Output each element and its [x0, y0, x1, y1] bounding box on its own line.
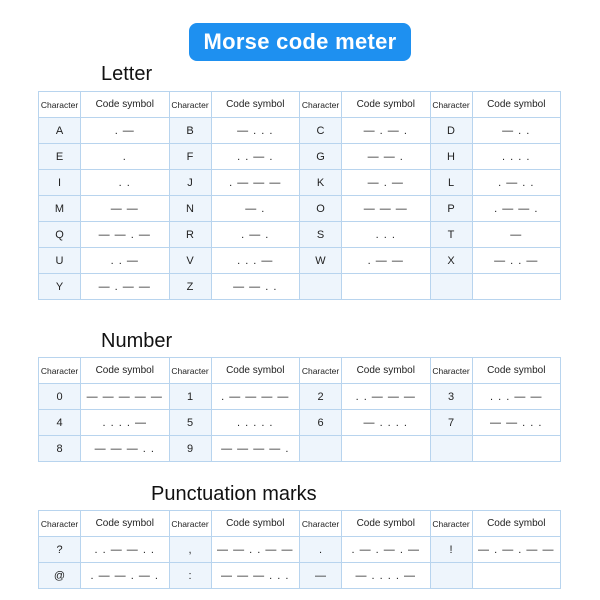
character-cell: I: [39, 170, 81, 196]
code-symbol-column-header: Code symbol: [472, 358, 561, 384]
character-cell: A: [39, 118, 81, 144]
character-cell: .: [300, 537, 342, 563]
character-cell: ,: [169, 537, 211, 563]
character-cell: Q: [39, 222, 81, 248]
character-cell: Y: [39, 274, 81, 300]
character-cell: B: [169, 118, 211, 144]
character-column-header: Character: [430, 358, 472, 384]
code-symbol-cell: . . — — . .: [81, 537, 170, 563]
code-symbol-cell: — — — — .: [211, 436, 300, 462]
character-cell: F: [169, 144, 211, 170]
character-cell: 0: [39, 384, 81, 410]
code-symbol-cell: . .: [81, 170, 170, 196]
code-symbol-cell: . . — .: [211, 144, 300, 170]
table-row: [39, 274, 561, 300]
character-cell: J: [169, 170, 211, 196]
code-symbol-column-header: Code symbol: [342, 511, 431, 537]
code-symbol-column-header: Code symbol: [472, 92, 561, 118]
table-row: [39, 144, 561, 170]
character-cell: W: [300, 248, 342, 274]
character-cell: U: [39, 248, 81, 274]
table-row: [39, 563, 561, 589]
code-symbol-cell: [472, 274, 561, 300]
code-symbol-cell: — — .: [342, 144, 431, 170]
code-symbol-cell: . — — .: [472, 196, 561, 222]
character-cell: X: [430, 248, 472, 274]
code-symbol-column-header: Code symbol: [342, 92, 431, 118]
character-cell: D: [430, 118, 472, 144]
table-row: [39, 436, 561, 462]
character-cell: P: [430, 196, 472, 222]
code-symbol-column-header: Code symbol: [81, 92, 170, 118]
code-symbol-cell: — — . . — —: [211, 537, 300, 563]
character-cell: V: [169, 248, 211, 274]
letter-table: [38, 91, 561, 300]
table-row: [39, 537, 561, 563]
code-symbol-cell: — —: [81, 196, 170, 222]
character-cell: !: [430, 537, 472, 563]
table-row: [39, 222, 561, 248]
character-column-header: Character: [169, 92, 211, 118]
code-symbol-cell: — — — . . .: [211, 563, 300, 589]
code-symbol-column-header: Code symbol: [81, 358, 170, 384]
number-table: [38, 357, 561, 462]
character-cell: :: [169, 563, 211, 589]
code-symbol-cell: — — . .: [211, 274, 300, 300]
code-symbol-cell: — . — —: [81, 274, 170, 300]
character-cell: [300, 274, 342, 300]
code-symbol-cell: . . —: [81, 248, 170, 274]
code-symbol-cell: — — . . .: [472, 410, 561, 436]
code-symbol-cell: — . . . . —: [342, 563, 431, 589]
character-cell: [430, 563, 472, 589]
character-cell: [430, 436, 472, 462]
table-row: [39, 118, 561, 144]
character-cell: N: [169, 196, 211, 222]
code-symbol-cell: . . . .: [472, 144, 561, 170]
character-cell: 8: [39, 436, 81, 462]
code-symbol-cell: . — — — —: [211, 384, 300, 410]
table-row: [39, 196, 561, 222]
number-section-heading: Number: [101, 330, 173, 352]
character-cell: ?: [39, 537, 81, 563]
code-symbol-cell: . — — —: [211, 170, 300, 196]
character-cell: O: [300, 196, 342, 222]
code-symbol-cell: [342, 274, 431, 300]
code-symbol-cell: [472, 436, 561, 462]
code-symbol-cell: — — — . .: [81, 436, 170, 462]
code-symbol-cell: . . . . —: [81, 410, 170, 436]
character-cell: M: [39, 196, 81, 222]
code-symbol-cell: — . . . .: [342, 410, 431, 436]
character-cell: 1: [169, 384, 211, 410]
code-symbol-cell: . . — — —: [342, 384, 431, 410]
code-symbol-cell: [342, 436, 431, 462]
character-cell: 2: [300, 384, 342, 410]
character-cell: Z: [169, 274, 211, 300]
code-symbol-cell: . — — . — .: [81, 563, 170, 589]
code-symbol-column-header: Code symbol: [211, 92, 300, 118]
code-symbol-cell: — . . .: [211, 118, 300, 144]
code-symbol-cell: . — . .: [472, 170, 561, 196]
character-cell: 9: [169, 436, 211, 462]
code-symbol-cell: — . — .: [342, 118, 431, 144]
page-title: Morse code meter: [189, 23, 411, 61]
code-symbol-column-header: Code symbol: [211, 511, 300, 537]
code-symbol-cell: . . .: [342, 222, 431, 248]
character-column-header: Character: [300, 358, 342, 384]
code-symbol-cell: . — .: [211, 222, 300, 248]
punctuation-section-heading: Punctuation marks: [151, 483, 317, 505]
code-symbol-cell: . —: [81, 118, 170, 144]
code-symbol-cell: [472, 563, 561, 589]
code-symbol-cell: — . —: [342, 170, 431, 196]
code-symbol-cell: — — —: [342, 196, 431, 222]
character-column-header: Character: [39, 511, 81, 537]
character-column-header: Character: [300, 92, 342, 118]
character-cell: G: [300, 144, 342, 170]
character-cell: L: [430, 170, 472, 196]
code-symbol-cell: — .: [211, 196, 300, 222]
code-symbol-cell: . . . . .: [211, 410, 300, 436]
character-cell: H: [430, 144, 472, 170]
code-symbol-cell: — — — — —: [81, 384, 170, 410]
character-cell: [430, 274, 472, 300]
code-symbol-cell: . . . —: [211, 248, 300, 274]
code-symbol-cell: —: [472, 222, 561, 248]
table-row: [39, 384, 561, 410]
character-cell: [300, 436, 342, 462]
code-symbol-column-header: Code symbol: [211, 358, 300, 384]
table-row: [39, 410, 561, 436]
code-symbol-cell: . — . — . —: [342, 537, 431, 563]
character-cell: 5: [169, 410, 211, 436]
code-symbol-cell: . . . — —: [472, 384, 561, 410]
character-cell: R: [169, 222, 211, 248]
character-column-header: Character: [39, 358, 81, 384]
code-symbol-cell: — . .: [472, 118, 561, 144]
code-symbol-column-header: Code symbol: [472, 511, 561, 537]
character-cell: —: [300, 563, 342, 589]
character-cell: S: [300, 222, 342, 248]
character-column-header: Character: [169, 358, 211, 384]
character-column-header: Character: [430, 92, 472, 118]
code-symbol-cell: — . . —: [472, 248, 561, 274]
code-symbol-cell: — . — . — —: [472, 537, 561, 563]
code-symbol-cell: — — . —: [81, 222, 170, 248]
code-symbol-column-header: Code symbol: [342, 358, 431, 384]
character-column-header: Character: [39, 92, 81, 118]
letter-section-heading: Letter: [101, 63, 153, 85]
punctuation-table: [38, 510, 561, 589]
table-row: [39, 248, 561, 274]
character-cell: @: [39, 563, 81, 589]
code-symbol-cell: . — —: [342, 248, 431, 274]
character-cell: K: [300, 170, 342, 196]
code-symbol-column-header: Code symbol: [81, 511, 170, 537]
character-column-header: Character: [169, 511, 211, 537]
character-cell: C: [300, 118, 342, 144]
character-cell: E: [39, 144, 81, 170]
table-row: [39, 170, 561, 196]
character-cell: T: [430, 222, 472, 248]
character-cell: 3: [430, 384, 472, 410]
character-column-header: Character: [430, 511, 472, 537]
character-cell: 7: [430, 410, 472, 436]
character-cell: 4: [39, 410, 81, 436]
code-symbol-cell: .: [81, 144, 170, 170]
character-column-header: Character: [300, 511, 342, 537]
character-cell: 6: [300, 410, 342, 436]
